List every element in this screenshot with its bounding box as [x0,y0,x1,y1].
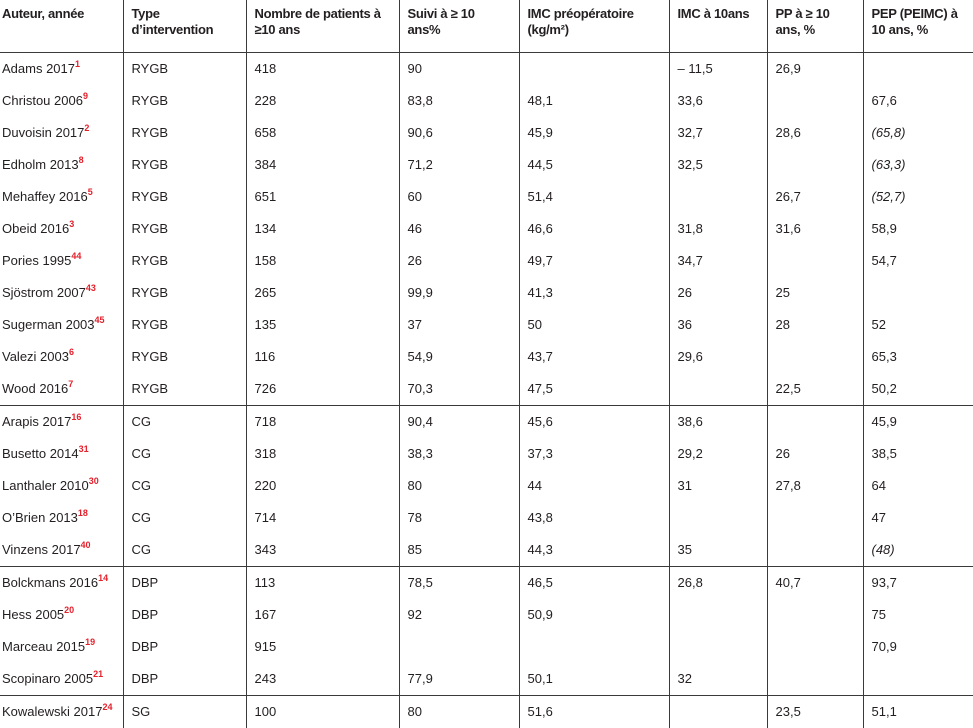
table-cell [767,341,863,373]
table-cell: 49,7 [519,245,669,277]
author-cell [0,85,123,117]
table-cell: 44,3 [519,534,669,567]
table-cell: 718 [246,406,399,439]
reference-number[interactable]: 3 [69,219,74,229]
table-row [0,341,973,373]
author-cell [0,406,123,439]
table-cell: 47 [863,502,973,534]
table-cell [669,631,767,663]
table-cell: 54,7 [863,245,973,277]
table-cell: 318 [246,438,399,470]
table-cell: 45,9 [519,117,669,149]
column-header: IMC préopératoire (kg/m²) [519,0,669,53]
table-cell: 29,2 [669,438,767,470]
table-cell [399,631,519,663]
table-cell: 92 [399,599,519,631]
author-cell [0,599,123,631]
author-cell [0,534,123,567]
table-cell: RYGB [123,309,246,341]
table-cell: 93,7 [863,567,973,600]
table-cell: 726 [246,373,399,406]
table-cell: 26,8 [669,567,767,600]
table-cell: DBP [123,663,246,696]
table-cell: RYGB [123,213,246,245]
author-name: Vinzens 2017 [2,542,81,557]
table-cell: 83,8 [399,85,519,117]
table-cell: 78,5 [399,567,519,600]
author-cell [0,470,123,502]
author-name: Hess 2005 [2,607,64,622]
table-cell: 38,6 [669,406,767,439]
table-cell: 36 [669,309,767,341]
author-cell [0,438,123,470]
table-cell: RYGB [123,117,246,149]
table-row [0,631,973,663]
table-cell [767,85,863,117]
table-cell: RYGB [123,373,246,406]
table-cell: 60 [399,181,519,213]
table-cell: 167 [246,599,399,631]
table-cell: RYGB [123,149,246,181]
table-cell: 44,5 [519,149,669,181]
table-cell: 40,7 [767,567,863,600]
table-cell: RYGB [123,245,246,277]
author-name: Duvoisin 2017 [2,125,84,140]
table-cell: 75 [863,599,973,631]
author-name: Mehaffey 2016 [2,189,88,204]
table-row [0,696,973,728]
reference-number[interactable]: 45 [95,315,105,325]
author-cell [0,373,123,406]
table-cell: 38,3 [399,438,519,470]
table-cell [767,534,863,567]
table-row [0,309,973,341]
table-row [0,502,973,534]
table-cell: 651 [246,181,399,213]
table-row [0,277,973,309]
table-cell: 22,5 [767,373,863,406]
table-cell: 29,6 [669,341,767,373]
reference-number[interactable]: 9 [83,91,88,101]
author-cell [0,696,123,728]
author-name: Christou 2006 [2,93,83,108]
table-cell: 134 [246,213,399,245]
table-cell: RYGB [123,341,246,373]
table-cell: 43,8 [519,502,669,534]
table-cell: 90,6 [399,117,519,149]
table-row [0,470,973,502]
column-header: Type d’intervention [123,0,246,53]
table-cell: 220 [246,470,399,502]
table-cell: CG [123,502,246,534]
table-cell: 65,3 [863,341,973,373]
table-cell: 343 [246,534,399,567]
reference-number[interactable]: 8 [79,155,84,165]
author-name: Sugerman 2003 [2,317,95,332]
table-cell [767,599,863,631]
table-row [0,663,973,696]
reference-number[interactable]: 14 [98,573,108,583]
author-cell [0,567,123,600]
table-cell: 80 [399,470,519,502]
reference-number[interactable]: 24 [102,702,112,712]
table-cell: DBP [123,599,246,631]
table-cell: 384 [246,149,399,181]
reference-number[interactable]: 19 [85,637,95,647]
table-cell: 32,5 [669,149,767,181]
table-cell: RYGB [123,53,246,86]
table-cell [767,502,863,534]
table-cell: 67,6 [863,85,973,117]
author-name: Kowalewski 2017 [2,704,102,719]
table-cell [767,406,863,439]
table-row [0,181,973,213]
table-row [0,85,973,117]
table-cell: 25 [767,277,863,309]
table-cell: 26,7 [767,181,863,213]
table-cell: 31 [669,470,767,502]
table-cell: 28 [767,309,863,341]
table-cell [863,277,973,309]
table-row [0,245,973,277]
table-cell: 85 [399,534,519,567]
table-cell: 26 [767,438,863,470]
table-cell: 50,9 [519,599,669,631]
author-name: Busetto 2014 [2,446,79,461]
author-name: Edholm 2013 [2,157,79,172]
table-cell: 158 [246,245,399,277]
table-cell: CG [123,534,246,567]
table-cell: RYGB [123,85,246,117]
table-cell: 51,4 [519,181,669,213]
author-cell [0,663,123,696]
table-cell: 116 [246,341,399,373]
author-name: Scopinaro 2005 [2,671,93,686]
author-cell [0,53,123,86]
header-row [0,0,973,53]
table-cell: 50 [519,309,669,341]
table-cell: 41,3 [519,277,669,309]
table-cell: (48) [863,534,973,567]
table-cell [669,696,767,728]
table-row [0,567,973,600]
table-cell: 99,9 [399,277,519,309]
table-cell [767,245,863,277]
table-cell: 45,9 [863,406,973,439]
author-cell [0,149,123,181]
table-cell: 34,7 [669,245,767,277]
author-name: Bolckmans 2016 [2,575,98,590]
table-cell: 50,2 [863,373,973,406]
table-cell: 113 [246,567,399,600]
table-cell: 658 [246,117,399,149]
table-cell: – 11,5 [669,53,767,86]
table-cell: (65,8) [863,117,973,149]
author-name: O’Brien 2013 [2,510,78,525]
table-cell: 80 [399,696,519,728]
reference-number[interactable]: 1 [75,59,80,69]
table-cell: 228 [246,85,399,117]
author-cell [0,502,123,534]
table-cell: 37,3 [519,438,669,470]
reference-number[interactable]: 16 [71,412,81,422]
reference-number[interactable]: 44 [71,251,81,261]
table-cell: 100 [246,696,399,728]
author-name: Obeid 2016 [2,221,69,236]
table-cell [767,663,863,696]
author-cell [0,631,123,663]
reference-number[interactable]: 2 [84,123,89,133]
table-cell: 38,5 [863,438,973,470]
reference-number[interactable]: 21 [93,669,103,679]
table-cell: 43,7 [519,341,669,373]
author-name: Sjöstrom 2007 [2,285,86,300]
table-cell: 37 [399,309,519,341]
author-cell [0,245,123,277]
table-cell: 54,9 [399,341,519,373]
table-row [0,438,973,470]
column-header: PP à ≥ 10 ans, % [767,0,863,53]
table-cell: SG [123,696,246,728]
table-cell [669,599,767,631]
reference-number[interactable]: 31 [79,444,89,454]
table-row [0,149,973,181]
author-name: Pories 1995 [2,253,71,268]
reference-number[interactable]: 30 [89,476,99,486]
author-name: Adams 2017 [2,61,75,76]
table-cell [767,149,863,181]
table-row [0,117,973,149]
table-cell: 70,3 [399,373,519,406]
table-cell: 714 [246,502,399,534]
reference-number[interactable]: 7 [68,379,73,389]
table-cell: 27,8 [767,470,863,502]
table-row [0,213,973,245]
column-header: Auteur, année [0,0,123,53]
author-cell [0,341,123,373]
table-cell: 265 [246,277,399,309]
table-row [0,373,973,406]
table-cell: 50,1 [519,663,669,696]
table-cell: 46 [399,213,519,245]
table-cell [669,181,767,213]
table-cell: 418 [246,53,399,86]
author-cell [0,181,123,213]
table-cell: 915 [246,631,399,663]
table-row [0,534,973,567]
column-header: Suivi à ≥ 10 ans% [399,0,519,53]
column-header: Nombre de patients à ≥10 ans [246,0,399,53]
author-name: Lanthaler 2010 [2,478,89,493]
reference-number[interactable]: 43 [86,283,96,293]
table-cell: CG [123,406,246,439]
table-cell: (63,3) [863,149,973,181]
column-header: IMC à 10ans [669,0,767,53]
table-cell: 51,6 [519,696,669,728]
table-row [0,599,973,631]
table-cell: 47,5 [519,373,669,406]
author-cell [0,213,123,245]
table-cell: 52 [863,309,973,341]
table-row [0,53,973,86]
table-cell [863,663,973,696]
table-cell: 58,9 [863,213,973,245]
table-cell: 78 [399,502,519,534]
table-cell: 26 [669,277,767,309]
table-cell [863,53,973,86]
author-cell [0,117,123,149]
reference-number[interactable]: 20 [64,605,74,615]
table-cell: 48,1 [519,85,669,117]
table-cell: 32,7 [669,117,767,149]
table-cell: DBP [123,567,246,600]
table-cell: 90,4 [399,406,519,439]
table-cell: 33,6 [669,85,767,117]
table-cell: 31,8 [669,213,767,245]
table-cell: 26,9 [767,53,863,86]
table-cell: 31,6 [767,213,863,245]
table-cell [519,53,669,86]
reference-number[interactable]: 5 [88,187,93,197]
table-cell: RYGB [123,277,246,309]
table-cell: (52,7) [863,181,973,213]
table-cell: 44 [519,470,669,502]
table-cell: 243 [246,663,399,696]
reference-number[interactable]: 40 [81,540,91,550]
table-cell: 23,5 [767,696,863,728]
author-cell [0,277,123,309]
column-header: PEP (PEIMC) à 10 ans, % [863,0,973,53]
table-cell: 64 [863,470,973,502]
reference-number[interactable]: 18 [78,508,88,518]
table-cell: 51,1 [863,696,973,728]
table-cell [767,631,863,663]
table-cell: 90 [399,53,519,86]
table-cell: 77,9 [399,663,519,696]
table-cell: 70,9 [863,631,973,663]
table-cell [519,631,669,663]
table-cell: 32 [669,663,767,696]
table-cell: 26 [399,245,519,277]
table-row [0,406,973,439]
table-cell [669,502,767,534]
table-cell: 135 [246,309,399,341]
author-cell [0,309,123,341]
reference-number[interactable]: 6 [69,347,74,357]
table-cell: CG [123,438,246,470]
table-cell: RYGB [123,181,246,213]
table-cell: 45,6 [519,406,669,439]
table-cell [669,373,767,406]
table-cell: 71,2 [399,149,519,181]
author-name: Arapis 2017 [2,414,71,429]
table-cell: CG [123,470,246,502]
author-name: Marceau 2015 [2,639,85,654]
table-cell: 28,6 [767,117,863,149]
author-name: Valezi 2003 [2,349,69,364]
author-name: Wood 2016 [2,381,68,396]
table-cell: 35 [669,534,767,567]
table-cell: 46,6 [519,213,669,245]
table-cell: DBP [123,631,246,663]
table-cell: 46,5 [519,567,669,600]
